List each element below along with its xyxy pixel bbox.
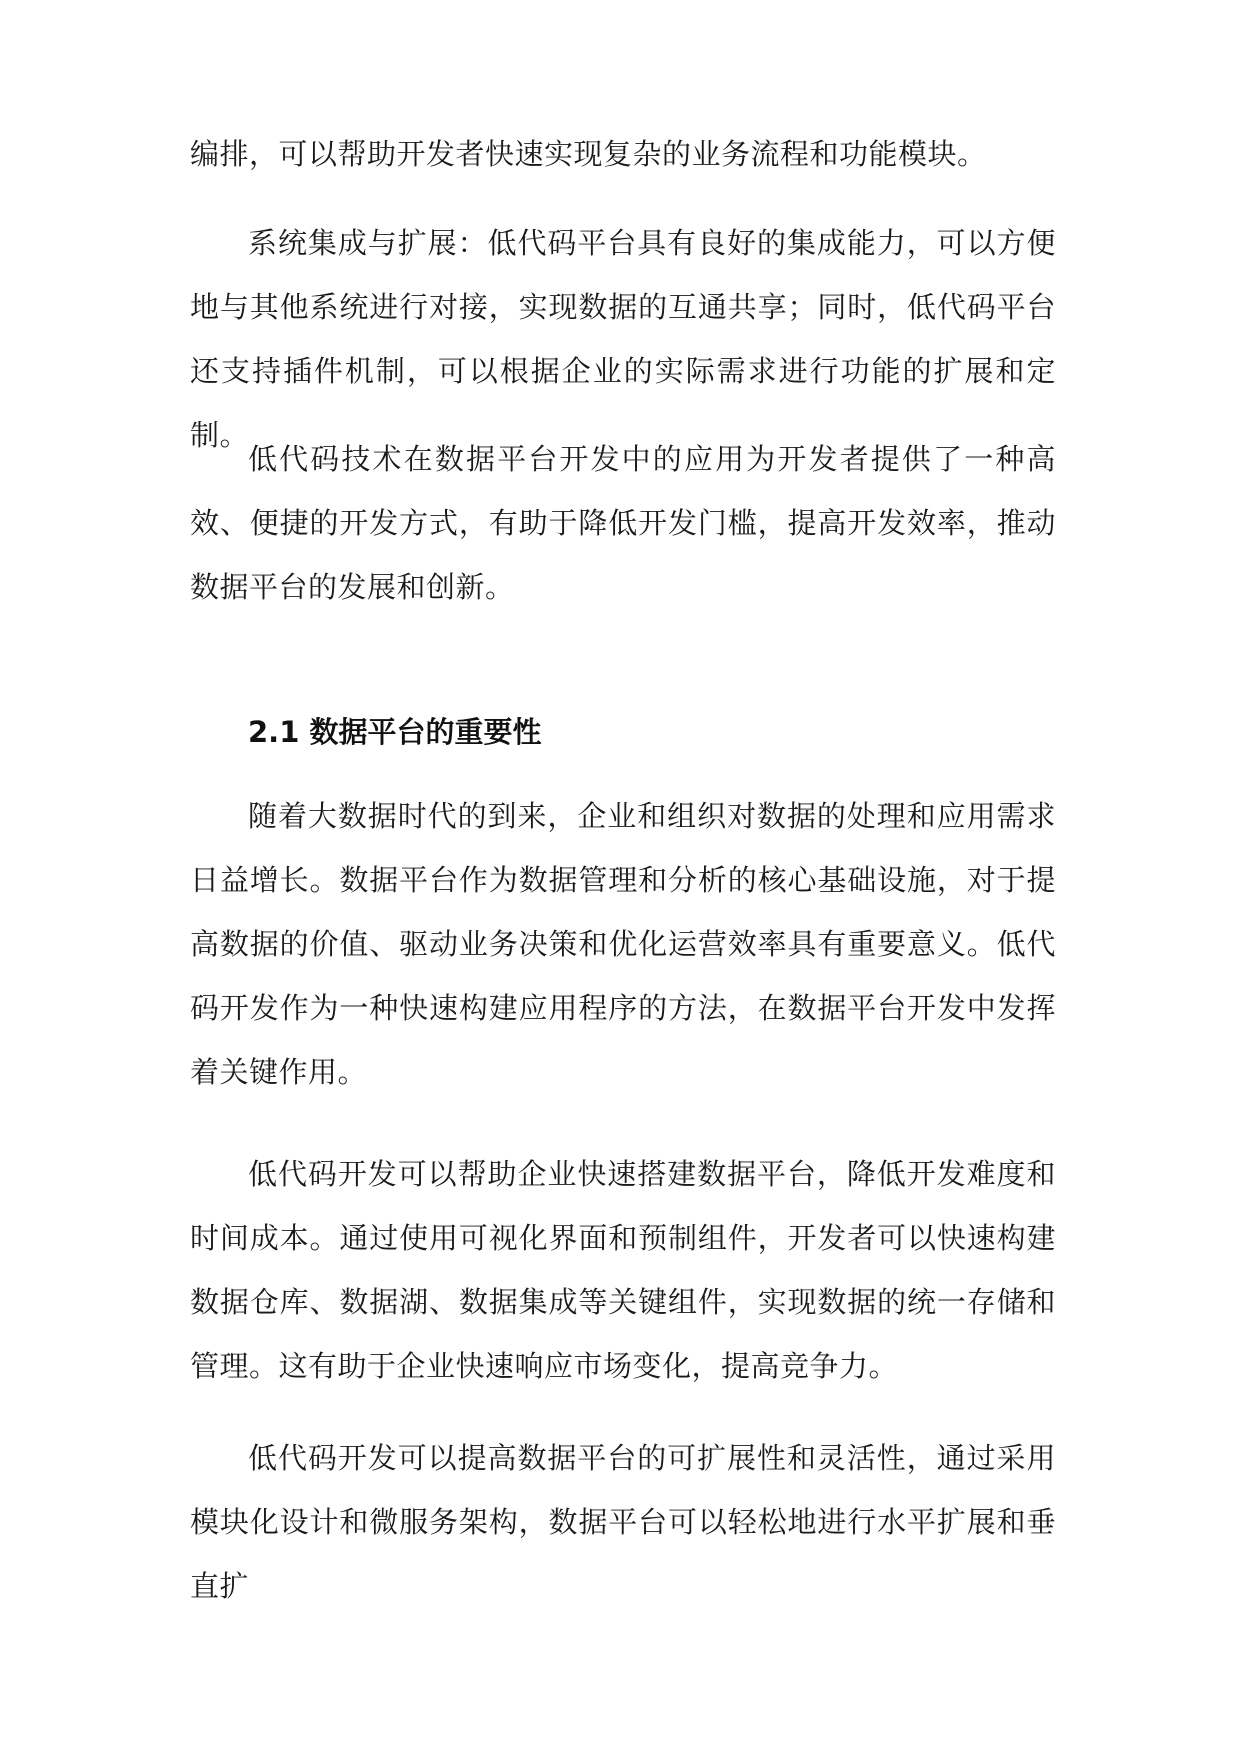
paragraph-lowcode-scalability: 低代码开发可以提高数据平台的可扩展性和灵活性，通过采用模块化设计和微服务架构，数据平台可以轻松地进行水平扩展和垂直扩	[190, 1441, 1056, 1603]
paragraph-lowcode-build: 低代码开发可以帮助企业快速搭建数据平台，降低开发难度和时间成本。通过使用可视化界面和预制组件，开发者可以快速构建数据仓库、数据湖、数据集成等关键组件，实现数据的统一存储和管理。这有助于企业快速响应市场变化，提高竞争力。	[190, 1157, 1056, 1383]
paragraph-bigdata-era: 随着大数据时代的到来，企业和组织对数据的处理和应用需求日益增长。数据平台作为数据管理和分析的核心基础设施，对于提高数据的价值、驱动业务决策和优化运营效率具有重要意义。低代码开发作为一种快速构建应用程序的方法，在数据平台开发中发挥着关键作用。	[190, 799, 1056, 1089]
paragraph-continuation: 编排，可以帮助开发者快速实现复杂的业务流程和功能模块。	[190, 137, 987, 171]
paragraph-system-integration: 系统集成与扩展：低代码平台具有良好的集成能力，可以方便地与其他系统进行对接，实现数据的互通共享；同时，低代码平台还支持插件机制，可以根据企业的实际需求进行功能的扩展和定制。	[190, 226, 1056, 452]
paragraph-lowcode-summary: 低代码技术在数据平台开发中的应用为开发者提供了一种高效、便捷的开发方式，有助于降低开发门槛，提高开发效率，推动数据平台的发展和创新。	[190, 442, 1056, 604]
section-heading: 2.1 数据平台的重要性	[248, 715, 542, 749]
